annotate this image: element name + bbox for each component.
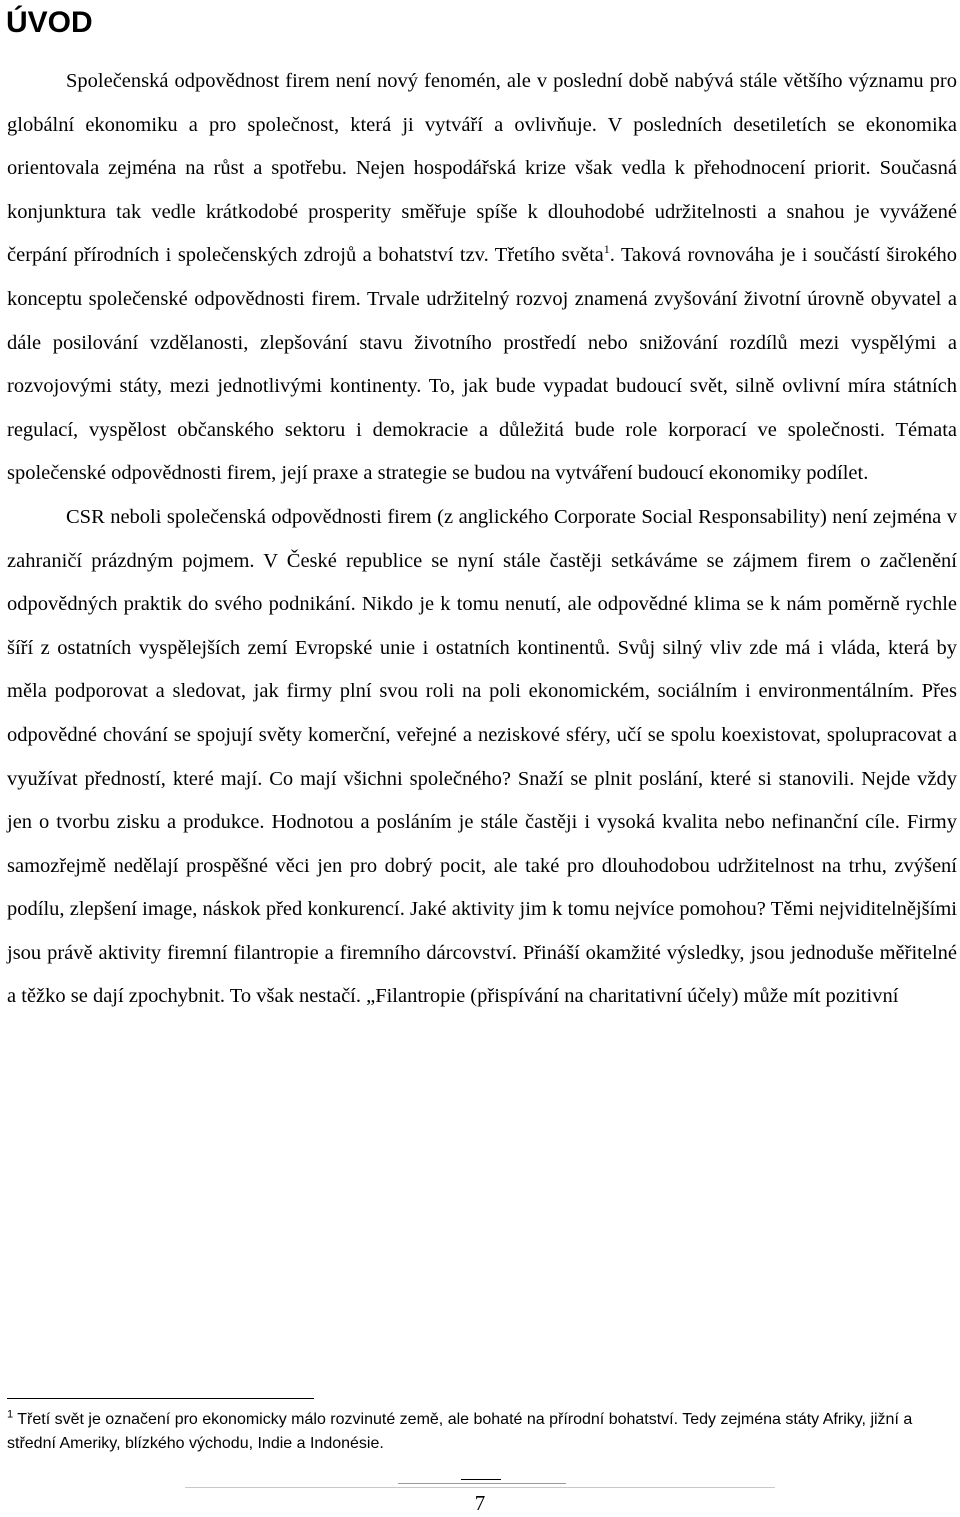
paragraph-2: CSR neboli společenská odpovědnosti firem (z anglického Corporate Social Responsability) není zejména v zahraničí prázdným pojmem. V České republice se nyní stále častěji setkáváme se zájmem firem o začlenění odpovědných praktik do svého podnikání. Nikdo je k tomu nenutí, ale odpovědné klima se k nám poměrně rychle šíří z ostatních vyspělejších zemí Evropské unie i ostatních kontinentů. Svůj silný vliv zde má i vláda, která by měla podporovat a sledovat, jak firmy plní svou roli na poli ekonomickém, sociálním i environmentálním. Přes odpovědné chování se spojují světy komerční, veřejné a neziskové sféry, učí se spolu koexistovat, spolupracovat a využívat předností, které mají. Co mají všichni společného? Snaží se plnit poslání, které si stanovili. Nejde vždy jen o tvorbu zisku a produkce. Hodnotou a posláním je stále častěji i vysoká kvalita nebo nefinanční cíle. Firmy samozřejmě nedělají prospěšné věci jen pro dobrý pocit, ale také pro dlouhodobou udržitelnost na trhu, zvýšení podílu, zlepšení image, náskok před konkurencí. Jaké aktivity jim k tomu nejvíce pomohou? Těmi nejviditelnějšími jsou právě aktivity firemní filantropie a firemního dárcovství. Přináší okamžité výsledky, jsou jednoduše měřitelné a těžko se dají zpochybnit. To však nestačí. „Filantropie (přispívání na charitativní účely) může mít pozitivní	[7, 505, 957, 1008]
footnote	[7, 1408, 957, 1456]
footnote-number: 1	[7, 1408, 14, 1421]
page-title: ÚVOD	[6, 6, 93, 39]
footnote-separator	[7, 1398, 314, 1399]
paragraph-1-part-1: Společenská odpovědnost firem není nový fenomén, ale v poslední době nabývá stále většího významu pro globální ekonomiku a pro společnost, která ji vytváří a ovlivňuje. V posledních desetiletích se ekonomika orientovala zejména na růst a spotřebu. Nejen hospodářská krize však vedla k přehodnocení priorit. Současná konjunktura tak vedle krátkodobé prosperity směřuje spíše k dlouhodobé udržitelnosti a snahou je vyvážené čerpání přírodních i společenských zdrojů a bohatství tzv. Třetího světa	[7, 70, 957, 267]
footer-divider-inner	[398, 1483, 566, 1484]
footer-divider-accent	[461, 1479, 501, 1480]
footnote-reference[interactable]: 1	[603, 241, 610, 256]
page-number: 7	[474, 1491, 486, 1515]
paragraph-1	[7, 60, 957, 496]
paragraph-1-part-2: . Taková rovnováha je i součástí širokého konceptu společenské odpovědnosti firem. Trvale udržitelný rozvoj znamená zvyšování životní úrovně obyvatel a dále posilování vzdělanosti, zlepšování stavu životního prostředí nebo snižování rozdílů mezi vyspělými a rozvojovými státy, mezi jednotlivými kontinenty. To, jak bude vypadat budoucí svět, silně ovlivní míra státních regulací, vyspělost občanského sektoru i demokracie a důležitá bude role korporací ve společnosti. Témata společenské odpovědnosti firem, její praxe a strategie se budou na vytváření budoucí ekonomiky podílet.	[7, 244, 957, 485]
body-text	[7, 60, 957, 1019]
footer-divider	[185, 1487, 775, 1488]
footnote-text: Třetí svět je označení pro ekonomicky málo rozvinuté země, ale bohaté na přírodní bohatství. Tedy zejména státy Afriky, jižní a střední Ameriky, blízkého východu, Indie a Indonésie.	[7, 1411, 913, 1452]
